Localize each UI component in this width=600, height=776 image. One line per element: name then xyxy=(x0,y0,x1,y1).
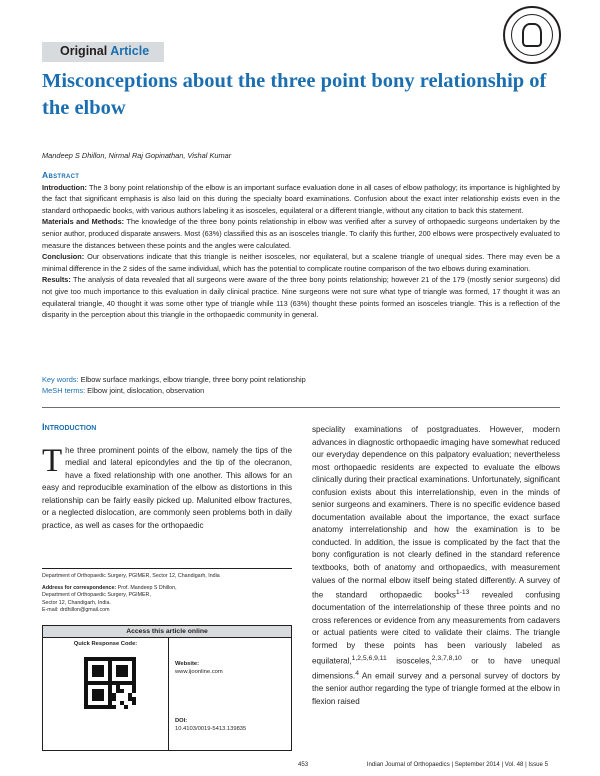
keywords-text: Elbow surface markings, elbow triangle, three bony point relationship xyxy=(78,375,306,384)
intro-text-right-4: or to have unequal dimensions. xyxy=(312,656,560,681)
badge-word-2: Article xyxy=(110,44,150,58)
abstract-results-text: The analysis of data revealed that all surgeons were aware of the three bony points relationship; however 21 of the 179 (mostly senior surgeons) did not give too much importance to this evaluation in daily clinical practice. Nine surgeons were not sure what type of triangle was formed, 17 thought it was an equilateral triangle, 40 thought it was some other type of triangle while 113 (63%) thought these points formed an isosceles triangle. This is a reflection of the disparity in the perception about this triangle in the orthopaedic community in general. xyxy=(42,275,560,320)
abstract-introduction xyxy=(42,182,560,217)
website-link[interactable]: www.ijoonline.com xyxy=(175,669,223,675)
intro-text-left: he three prominent points of the elbow, namely the tips of the medial and lateral epicondyles and the tip of the olecranon, have a fixed relationship with one another. This allows for an easy and reproducible examination of the elbow as distortions in this relationship can be fairly easily picked up. Malunited elbow fractures, or a neglected dislocation, are commonly seen problems both in daily practice, as well as cases for the orthopaedic xyxy=(42,445,292,530)
abstract-intro-label: Introduction: xyxy=(42,182,87,192)
access-heading: Access this article online xyxy=(43,626,291,638)
department-line: Department of Orthopaedic Surgery, PGIMER, Sector 12, Chandigarh, India xyxy=(42,573,220,579)
qr-code-icon xyxy=(84,657,136,709)
citation-1: 1-13 xyxy=(455,589,470,597)
abstract xyxy=(42,170,560,321)
introduction-heading: Introduction xyxy=(42,422,97,433)
abstract-results xyxy=(42,274,560,320)
doi-label: DOI: xyxy=(175,718,188,724)
badge-word-1: Original xyxy=(60,44,108,58)
page-number: 453 xyxy=(298,761,309,768)
abstract-methods-label: Materials and Methods: xyxy=(42,217,125,227)
journal-seal-icon xyxy=(503,6,561,64)
website-label: Website: xyxy=(175,661,200,667)
mesh-label: MeSH terms: xyxy=(42,386,86,395)
abstract-methods-text: The knowledge of the three bony points relationship in elbow was verified after a survey of orthopaedic surgeons undertaken by the senior author, produced disparate answers. Most (63%) classified this as an isosceles triangle. To clarify this further, 200 elbows were prospectively evaluated to measure the distances between these points and the angles were calculated. xyxy=(42,217,560,250)
author-list: Mandeep S Dhillon, Nirmal Raj Gopinathan, Vishal Kumar xyxy=(42,151,232,160)
section-divider xyxy=(42,407,560,408)
correspondence-dept: Department of Orthopaedic Surgery, PGIMER, xyxy=(42,592,151,599)
abstract-intro-text: The 3 bony point relationship of the elbow is an important surface evaluation done in all cases of elbow pathology; its importance is highlighted by the fact that significant emphasis is also laid on this during the specialty board examinations. Confusion about the exact inter relationship exists even in the standard orthopaedic books, with various authors labeling it as isosceles, equilateral or a different triangle, without any citation to back this statement. xyxy=(42,182,560,215)
key-words xyxy=(42,374,560,385)
intro-right-column xyxy=(312,424,560,708)
affiliation-block xyxy=(42,573,292,615)
footnote-rule xyxy=(42,568,292,569)
qr-label: Quick Response Code: xyxy=(73,641,138,647)
abstract-conclusion-label: Conclusion: xyxy=(42,252,85,262)
intro-text-right-2: revealed confusing documentation of the interrelationship of these three points and no cross references or evidence from any measurements from cadavers or actual patients were cited to validate their claims. The triangle formed by these points has been variously labeled as equilateral, xyxy=(312,590,560,666)
keywords-label: Key words: xyxy=(42,375,79,384)
mesh-text: Elbow joint, dislocation, observation xyxy=(85,386,205,395)
abstract-heading: Abstract xyxy=(42,170,80,180)
intro-left-column xyxy=(42,422,292,532)
intro-text-right-1: speciality examinations of postgraduates. However, modern advances in diagnostic orthopaedic imaging have somewhat reduced our everyday dependence on this palpatory evaluation; nevertheless most orthopaedic residents are expected to evaluate the elbows clinically during their practical examinations. Unfortunately, significant confusion exists about this interrelationship, even in the minds of senior surgeons and examiners. There is no specific evidence based documentation available about the importance, the exact surface anatomy interrelationship and how the examination is to be conducted. In addition, the issue is complicated by the fact that the bony configuration is not clearly defined in the standard reference textbooks, both of anatomy and orthopaedics, with measurement values of the normal elbow itself being stated differently. A survey of the standard orthopaedic books xyxy=(312,425,560,600)
drop-cap: T xyxy=(42,442,63,479)
citation-2: 1,2,5,6,9,11 xyxy=(351,654,387,662)
mesh-terms xyxy=(42,385,560,396)
intro-paragraph-left xyxy=(42,442,292,533)
qr-cell xyxy=(43,638,169,750)
abstract-conclusion xyxy=(42,251,560,274)
intro-paragraph-right xyxy=(312,424,560,708)
intro-text-right-5: An email survey and a personal survey of doctors by the senior author regarding the type of triangle formed at the elbow in flexion raised xyxy=(312,671,560,706)
correspondence-name: Prof. Mandeep S Dhillon, xyxy=(116,584,177,591)
abstract-methods xyxy=(42,216,560,251)
abstract-results-label: Results: xyxy=(42,275,71,285)
citation-4: 4 xyxy=(355,669,359,677)
citation-3: 2,3,7,8,10 xyxy=(431,654,462,662)
article-type-badge xyxy=(42,42,164,62)
correspondence-email: E-mail: drdhillon@gmail.com xyxy=(42,607,110,614)
correspondence-line xyxy=(42,585,292,593)
page-footer xyxy=(42,761,560,772)
access-online-box xyxy=(42,625,292,751)
doi-link[interactable]: 10.4103/0019-5413.139835 xyxy=(175,726,247,732)
correspondence-address: Sector 12, Chandigarh, India. xyxy=(42,599,111,606)
article-title: Misconceptions about the three point bony relationship of the elbow xyxy=(42,70,547,119)
journal-citation: Indian Journal of Orthopaedics | September 2014 | Vol. 48 | Issue 5 xyxy=(366,761,548,768)
keywords-block xyxy=(42,374,560,396)
correspondence-label: Address for correspondence: xyxy=(42,584,117,591)
intro-text-right-3: isosceles, xyxy=(386,656,432,666)
abstract-conclusion-text: Our observations indicate that this triangle is neither isosceles, nor equilateral, but a scalene triangle of unequal sides. There may even be a minimal difference in the 2 sides of the same individual, which has the potential to complicate routine comparison of the two elbows during examination. xyxy=(42,252,560,273)
